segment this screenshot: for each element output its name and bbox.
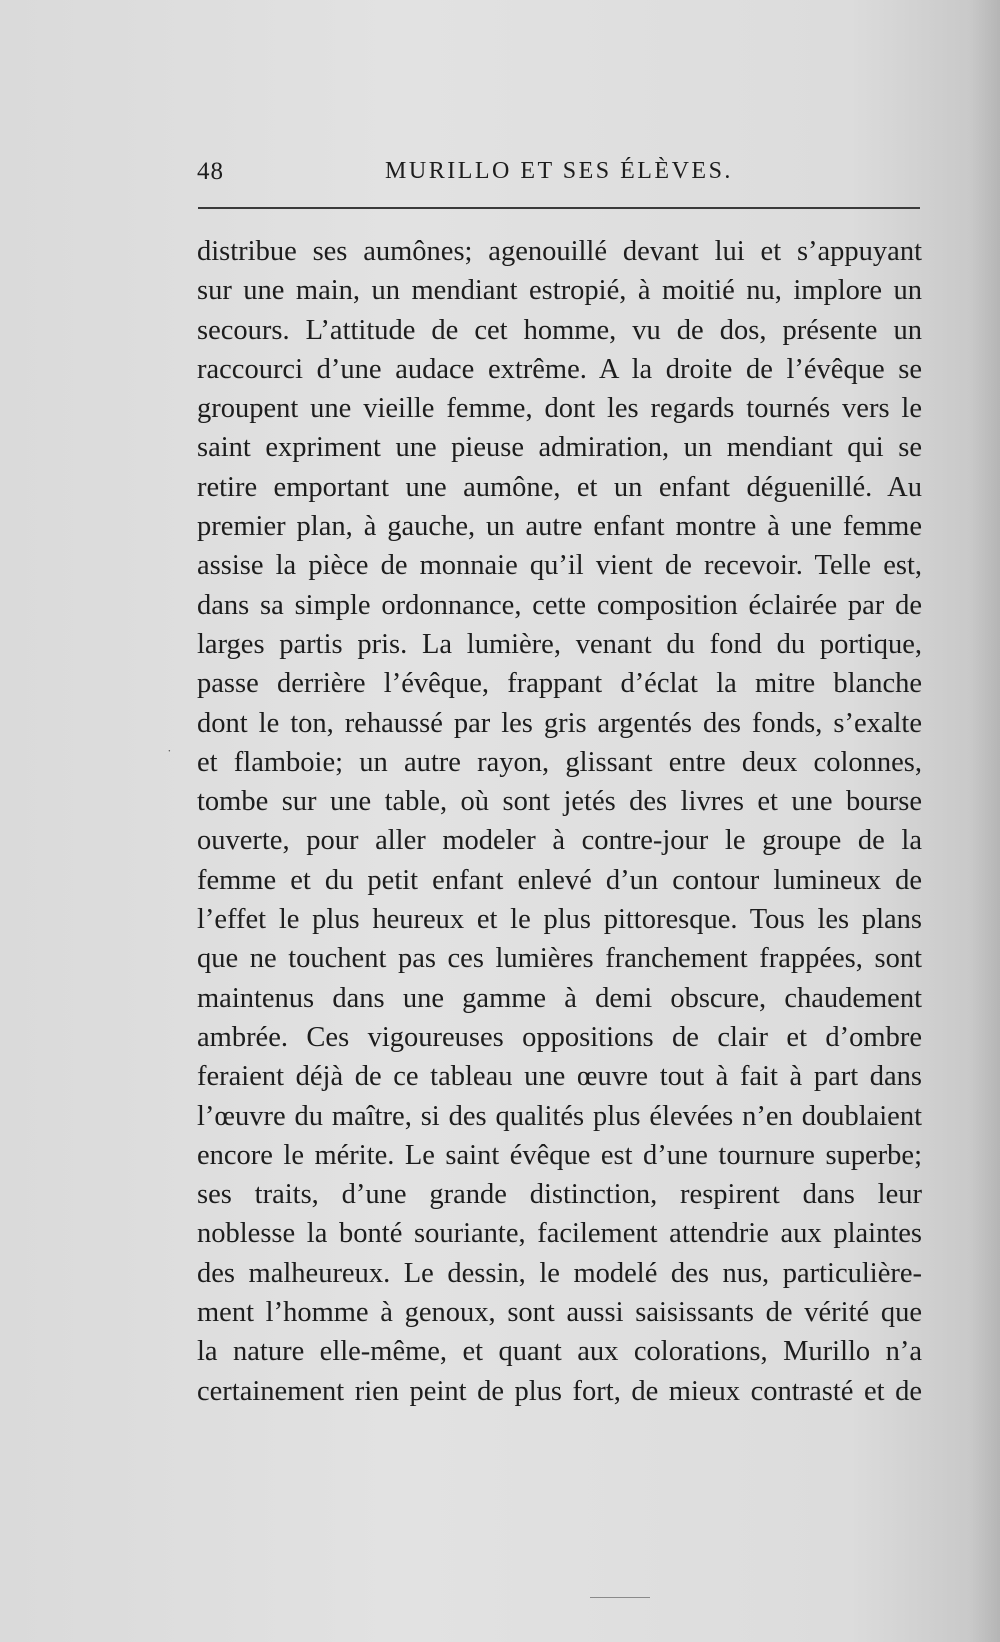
text-line: que ne touchent pas ces lumières franchement frappées, sont bbox=[197, 943, 922, 975]
text-line: dont le ton, rehaussé par les gris argentés des fonds, s’exalte bbox=[197, 707, 922, 739]
text-line: raccourci d’une audace extrême. A la droite de l’évêque se bbox=[197, 353, 922, 385]
header-rule bbox=[198, 207, 920, 209]
running-title: MURILLO ET SES ÉLÈVES. bbox=[385, 158, 733, 184]
text-line: la nature elle-même, et quant aux colorations, Murillo n’a bbox=[197, 1336, 922, 1368]
text-line: l’œuvre du maître, si des qualités plus élevées n’en doublaient bbox=[197, 1100, 922, 1132]
text-line: assise la pièce de monnaie qu’il vient de recevoir. Telle est, bbox=[197, 550, 922, 582]
text-line: saint expriment une pieuse admiration, un mendiant qui se bbox=[197, 432, 922, 464]
text-line: encore le mérite. Le saint évêque est d’une tournure superbe; bbox=[197, 1139, 922, 1171]
body-text bbox=[197, 232, 922, 1411]
text-line: ses traits, d’une grande distinction, respirent dans leur bbox=[197, 1179, 922, 1211]
footer-mark bbox=[590, 1597, 650, 1598]
text-line: maintenus dans une gamme à demi obscure, chaudement bbox=[197, 982, 922, 1014]
text-line: premier plan, à gauche, un autre enfant montre à une femme bbox=[197, 511, 922, 543]
text-line: dans sa simple ordonnance, cette composition éclairée par de bbox=[197, 589, 922, 621]
text-line: passe derrière l’évêque, frappant d’éclat la mitre blanche bbox=[197, 668, 922, 700]
text-line: tombe sur une table, où sont jetés des livres et une bourse bbox=[197, 786, 922, 818]
text-line: groupent une vieille femme, dont les regards tournés vers le bbox=[197, 393, 922, 425]
text-line: larges partis pris. La lumière, venant du fond du portique, bbox=[197, 628, 922, 660]
text-line: ouverte, pour aller modeler à contre-jour le groupe de la bbox=[197, 825, 922, 857]
page-number: 48 bbox=[197, 158, 224, 185]
text-line: ment l’homme à genoux, sont aussi saisissants de vérité que bbox=[197, 1297, 922, 1329]
text-line: ambrée. Ces vigoureuses oppositions de clair et d’ombre bbox=[197, 1021, 922, 1053]
text-line: femme et du petit enfant enlevé d’un contour lumineux de bbox=[197, 864, 922, 896]
margin-speck: ˙ bbox=[167, 748, 172, 763]
text-line: retire emportant une aumône, et un enfant déguenillé. Au bbox=[197, 471, 922, 503]
text-line: noblesse la bonté souriante, facilement attendrie aux plaintes bbox=[197, 1218, 922, 1250]
text-line: secours. L’attitude de cet homme, vu de dos, présente un bbox=[197, 314, 922, 346]
text-line: et flamboie; un autre rayon, glissant entre deux colonnes, bbox=[197, 746, 922, 778]
text-line: des malheureux. Le dessin, le modelé des nus, particulière- bbox=[197, 1257, 922, 1289]
page-header bbox=[197, 158, 921, 194]
text-line: l’effet le plus heureux et le plus pittoresque. Tous les plans bbox=[197, 904, 922, 936]
text-line: distribue ses aumônes; agenouillé devant lui et s’appuyant bbox=[197, 236, 922, 267]
text-line: feraient déjà de ce tableau une œuvre tout à fait à part dans bbox=[197, 1061, 922, 1093]
text-line: sur une main, un mendiant estropié, à moitié nu, implore un bbox=[197, 275, 922, 307]
text-line: certainement rien peint de plus fort, de mieux contrasté et de bbox=[197, 1375, 922, 1407]
